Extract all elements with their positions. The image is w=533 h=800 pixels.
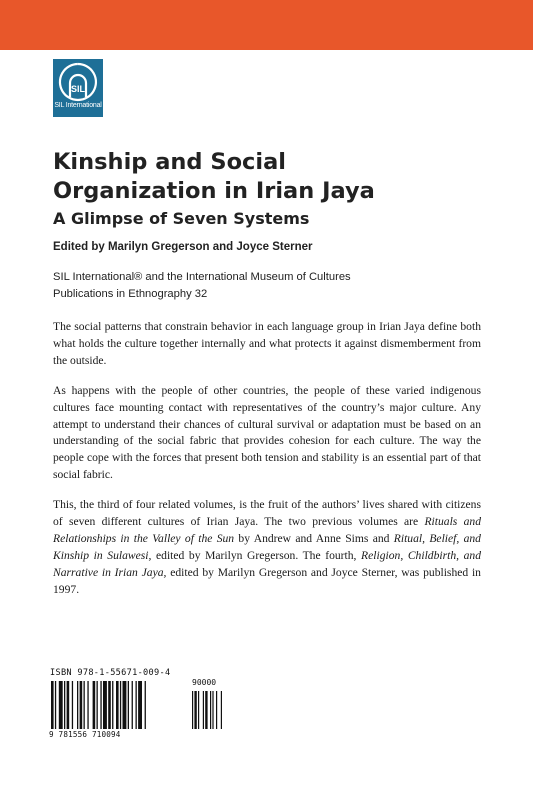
barcode-bar [123,681,127,729]
barcode-bar [108,681,111,729]
barcode-bar [93,681,96,729]
barcode-bar [80,681,83,729]
barcode-bar [67,681,70,729]
barcode-digits: 9 781556 710094 [49,730,121,739]
barcode-bar [116,681,119,729]
blurb-paragraph-2: As happens with the people of other countries, the people of these varied indigenous cultures face mounting contact with representatives of the country’s major culture. Any attempt to understand their chances of cultural survival or adaptation must be based on an understanding of the social fabric that provides cohesion for each culture. The way the people cope with the forces that present both tension and stability is an essential part of that social fabric. [53,383,481,482]
price-bar [198,691,199,729]
sil-logo [53,59,103,117]
barcode-bar [77,681,78,729]
isbn-barcode [49,668,227,745]
price-bar [210,691,211,729]
title-line-2: Organization in Irian Jaya [53,178,375,204]
series-info [53,269,493,303]
svg-text:SIL: SIL [70,84,86,94]
barcode-bar [55,681,56,729]
series-line-2: Publications in Ethnography 32 [53,288,208,300]
barcode-bar [51,681,54,729]
barcode-bar [87,681,88,729]
isbn-number: ISBN 978-1-55671-009-4 [50,668,171,678]
book-title [53,148,493,206]
barcode-bar [112,681,113,729]
top-color-band [0,0,533,50]
barcode-bar [97,681,98,729]
series-line-1: SIL International® and the International Museum of Cultures [53,271,351,283]
blurb-paragraph-3: This, the third of four related volumes, is the fruit of the authors’ lives shared with citizens of seven different cultures of Irian Jaya. The two previous volumes are Rituals and Relationships in the Valley of the Sun by Andrew and Anne Sims and Ritual, Belief, and Kinship in Sulawesi, edited by Marilyn Gregerson. The fourth, Religion, Childbirth, and Narrative in Irian Jaya, edited by Marilyn Gregerson and Joyce Sterner, was published in 1997. [53,498,482,596]
price-bar [221,691,222,729]
blurb-paragraph-1: The social patterns that constrain behavior in each language group in Irian Jaya define both what holds the culture together internally and what protects it against dismemberment from the outside. [53,320,481,367]
book-subtitle: A Glimpse of Seven Systems [53,209,310,228]
barcode-bar [72,681,73,729]
barcode-bar [59,681,63,729]
price-bar [194,691,196,729]
barcode-bars [49,681,227,731]
barcode-bar [138,681,142,729]
price-code: 90000 [192,678,217,687]
barcode-bar [103,681,107,729]
price-bar [216,691,217,729]
logo-caption: SIL International [54,102,102,109]
price-bar [192,691,193,729]
barcode-bar [84,681,85,729]
barcode-bar [136,681,137,729]
title-line-1: Kinship and Social [53,149,286,175]
price-bar [205,691,207,729]
blurb [53,319,481,612]
price-bar [212,691,213,729]
barcode-bar [100,681,101,729]
barcode-bar [145,681,146,729]
barcode-bar [128,681,129,729]
barcode-bar [120,681,121,729]
price-bar [203,691,204,729]
barcode-bar [64,681,65,729]
editors-line: Edited by Marilyn Gregerson and Joyce Sterner [53,241,313,253]
barcode-bar [132,681,133,729]
